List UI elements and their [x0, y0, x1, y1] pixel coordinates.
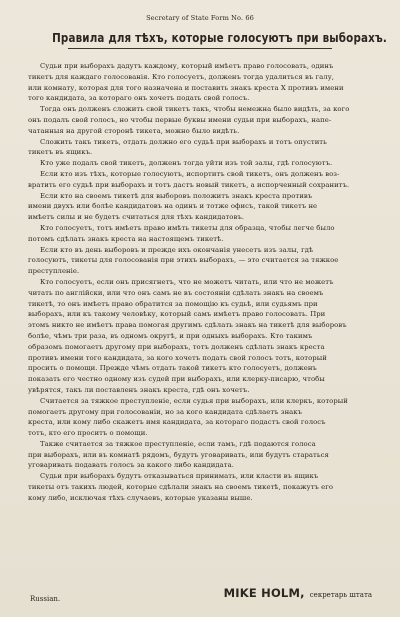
rule-paragraph: Также считается за тяжкое преступленіе, если тамъ, гдѣ подаются голоса при выборахъ, или въ комнатѣ рядомъ, будутъ уговаривать, или будутъ стараться уговаривать подавать голосъ за какого либо кандидата. — [28, 439, 329, 470]
rule-paragraph: Судьи при выборахъ будутъ отказываться принимать, или класти въ ящикъ тикеты отъ такихъ людей, которые сдѣлали знакъ на своемъ тикетѣ, покажутъ его кому либо, исключая тѣхъ случаевъ, которые указаны выше. — [28, 472, 334, 502]
signer-name: MIKE HOLM, — [223, 586, 305, 600]
rule-paragraph: Считается за тяжкое преступленіе, если судья при выборахъ, или клеркъ, который помогаетъ другому при голосованіи, но за кого кандидата сдѣлаетъ знакъ креста, или кому либо скажетъ имя кандидата, за котораго подастъ свой голосъ тотъ, кто его проситъ о помощи. — [28, 396, 348, 438]
document-title: Правила для тѣхъ, которые голосуютъ при выборахъ. — [52, 31, 387, 45]
rule-paragraph: Если кто въ день выборовъ и прежде ихъ окончанія унесетъ изъ залы, гдѣ голосуютъ, тикеты для голосованія при этихъ выборахъ, — это считается за тяжкое преступленіе. — [28, 245, 339, 276]
form-number: Secretary of State Form No. 66 — [146, 14, 254, 22]
signer-title: секретарь штата — [309, 591, 372, 599]
rule-paragraph: Кто голосуетъ, если онъ присягнетъ, что не можетъ читать, или что не можетъ читать по англійски, или что онъ самъ не въ состояніи сдѣлать знакъ на своемъ тикетѣ, то онъ имѣетъ право обратится за помощію къ судьѣ, или судьямъ при выборахъ, или къ такому человѣку, который самъ имѣетъ право голосовать. При этомъ никто не имѣетъ права помогая другимъ сдѣлать знакъ на тикетѣ для выборовъ болѣе, чѣмъ три раза, въ одномъ округѣ, и при одныхъ выборахъ. Кто такимъ образомъ помогаетъ другому при выборахъ, тотъ долженъ сдѣлать знакъ креста противъ имени того кандидата, за кого хочетъ подать свой голосъ тотъ, который просить о помощи. Прежде чѣмъ отдать такой тикетъ кто голосуетъ, долженъ показать его честно одному изъ судей при выборахъ, или клерку-писарю, чтобы увѣрятся, такъ ли поставленъ знакъ креста, гдѣ онъ хочетъ. — [28, 277, 347, 394]
rule-paragraph: Судьи при выборахъ дадутъ каждому, который имѣетъ право голосовать, одинъ тикетъ для каждаго голосованія. Кто голосуетъ, долженъ тогда удалиться въ галу, или комнату, которая для того назначена и поставить знакъ креста Х противъ имени того кандидата, за котораго онъ хочетъ подать свой голосъ. — [28, 62, 344, 103]
rule-paragraph: Сложить такъ тикетъ, отдать должно его судьѣ при выборахъ и тотъ опустить тикетъ въ ящикъ. — [28, 137, 327, 157]
rule-paragraph: Тогда онъ долженъ сложить свой тикетъ такъ, чтобы немежна было видѣть, за кого онъ подалъ свой голосъ, но чтобы первые буквы имени судьи при выборахъ, напе- чатанныя на другой сторонѣ тикета, можно было видѣть. — [28, 105, 350, 135]
rule-paragraph: Если кто на своемъ тикетѣ для выборовъ положитъ знакъ креста противъ имени двухъ или болѣе кандидатовъ на одинъ и тотже офисъ, такой тикетъ не имѣетъ силы и не будетъ считаться для тѣхъ кандидатовъ. — [28, 191, 318, 222]
rules-body — [28, 61, 372, 504]
language-label: Russian. — [30, 595, 61, 603]
document-footer — [28, 583, 372, 607]
title-divider — [68, 48, 332, 49]
rule-paragraph: Если кто изъ тѣхъ, которые голосуютъ, испортитъ свой тикетъ, онъ долженъ воз- вратить его судьѣ при выборахъ и тотъ дастъ новый тикетъ, а испорченный сохранитъ. — [28, 169, 350, 189]
signature-block — [224, 582, 372, 601]
rule-paragraph: Кто голосуетъ, тотъ имѣетъ право имѣть тикеты для образца, чтобы легче было потомъ сдѣлать знакъ креста на настоящемъ тикетѣ. — [28, 223, 335, 243]
rule-paragraph: Кто уже подалъ свой тикетъ, долженъ тогда уйти изъ той залы, гдѣ голосуютъ. — [40, 159, 333, 168]
